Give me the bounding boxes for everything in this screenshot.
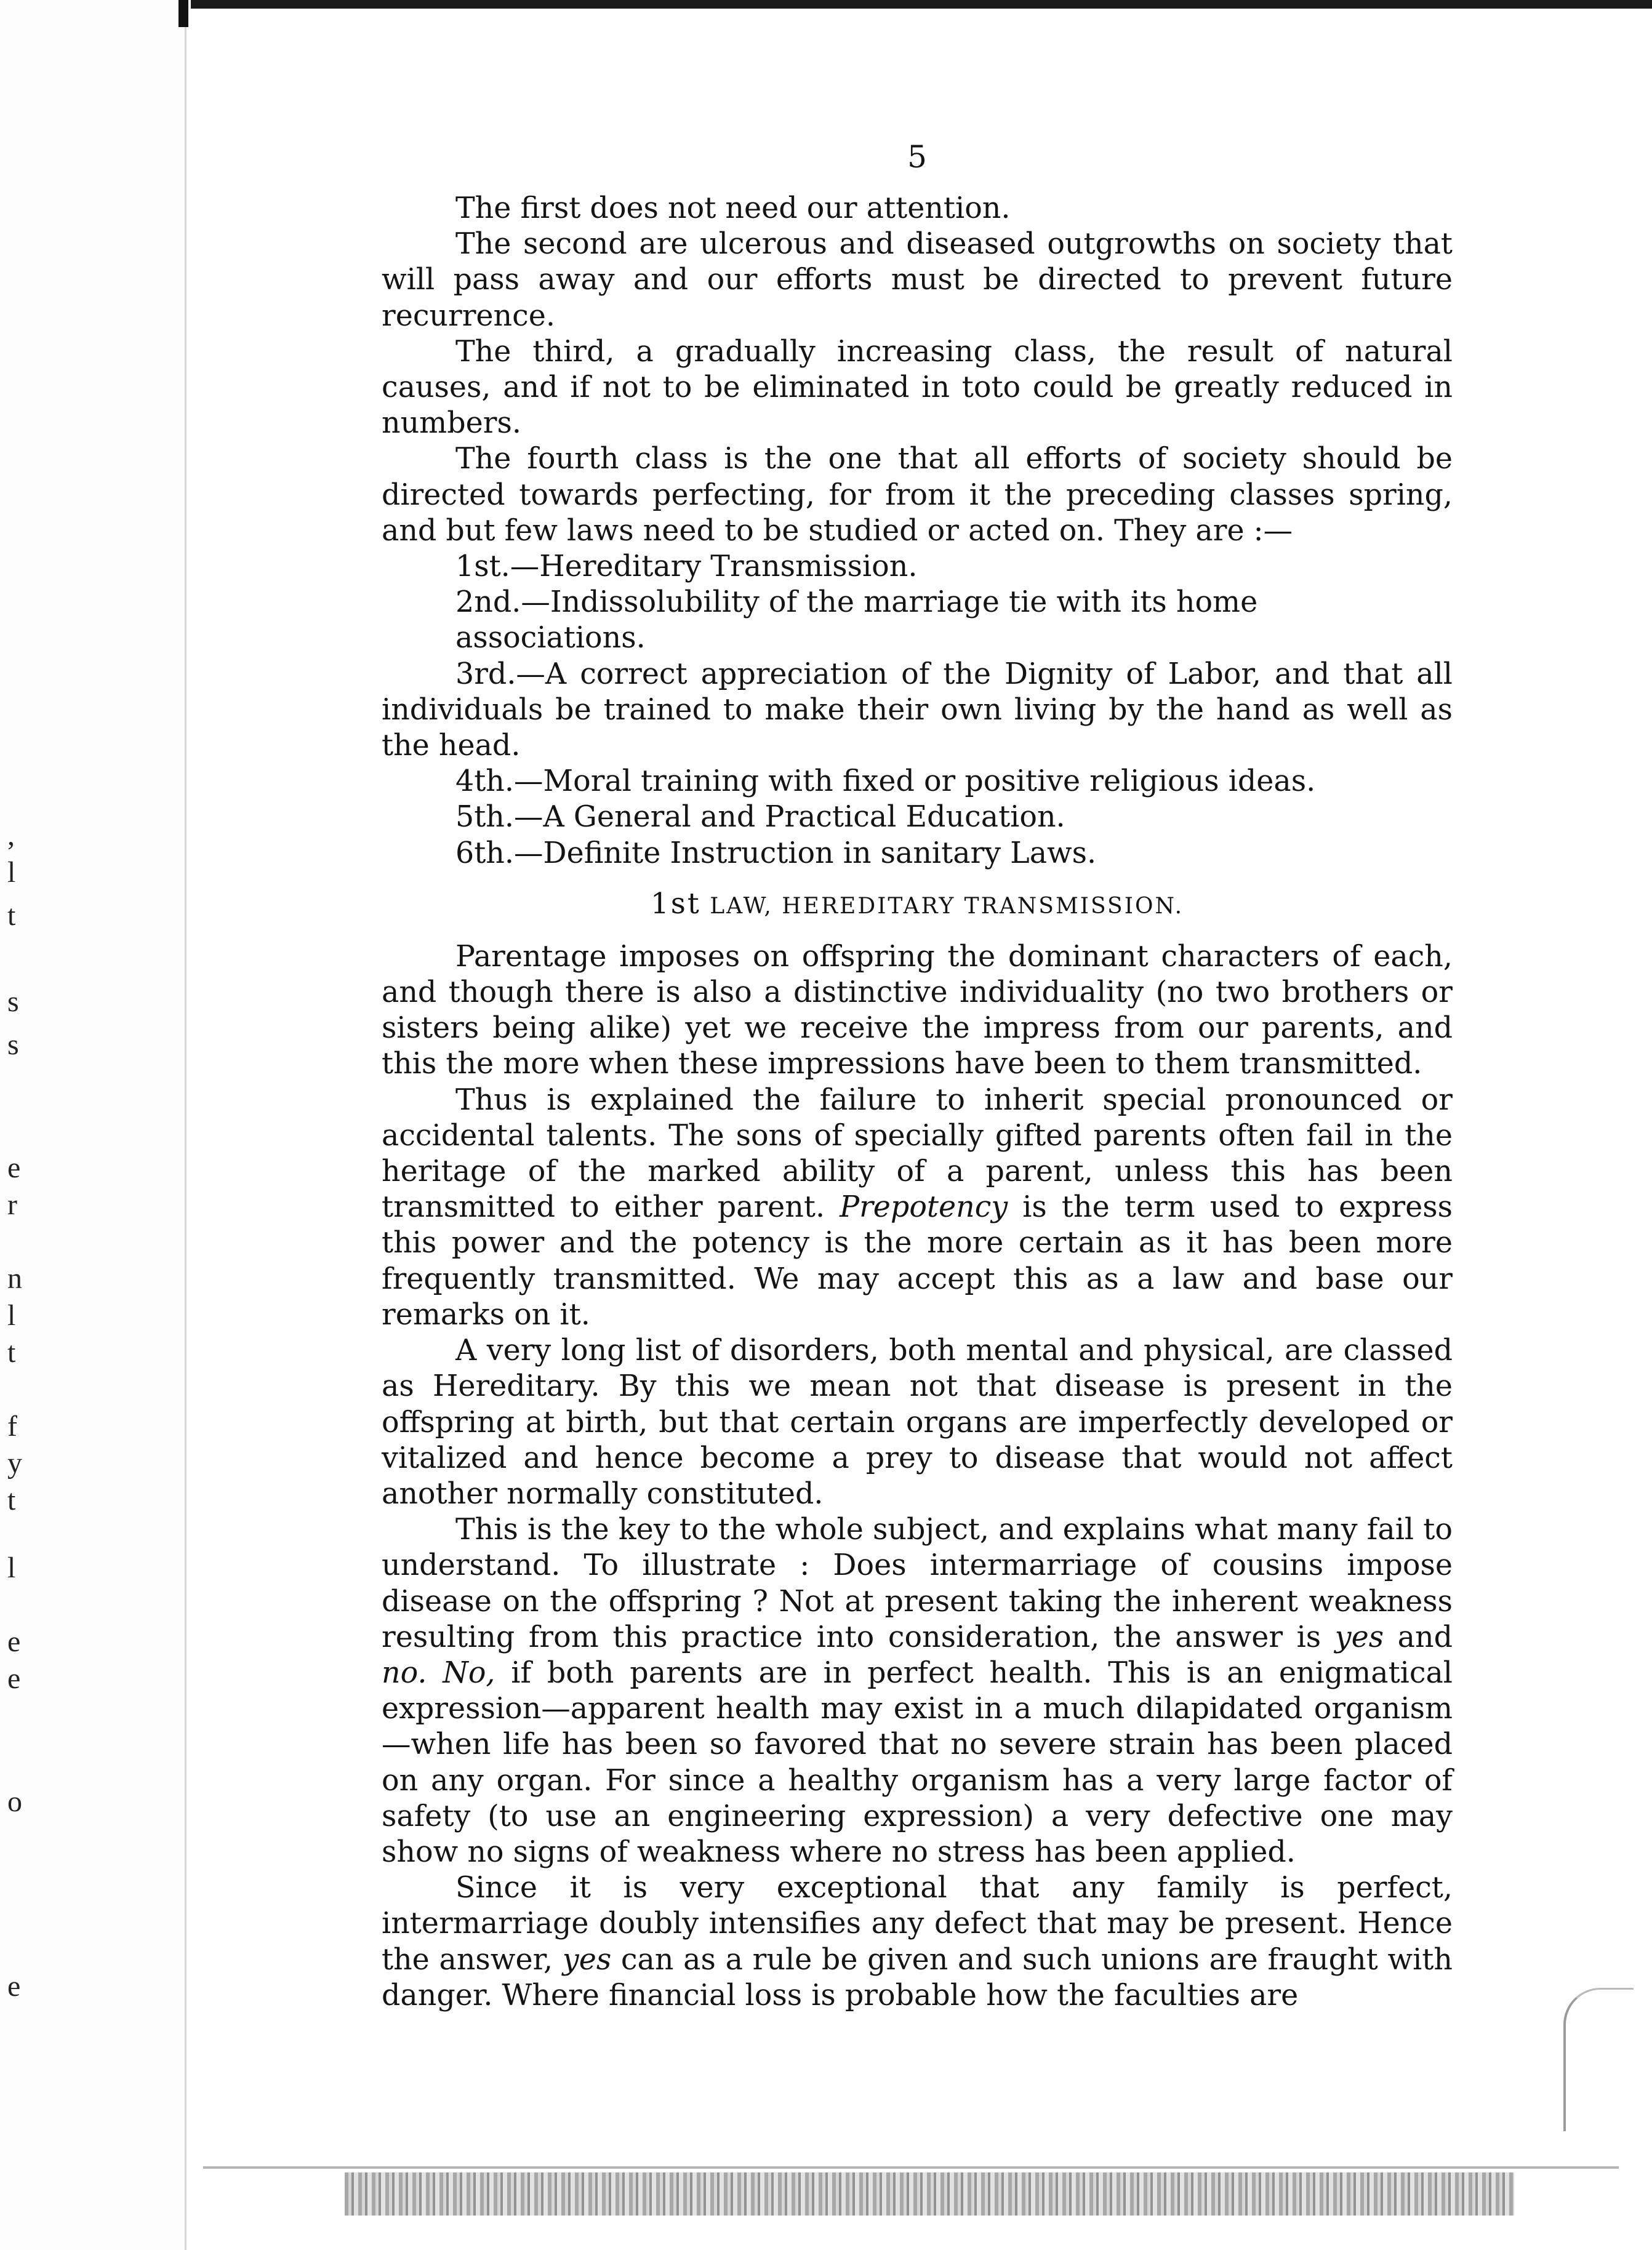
section-heading: [382, 886, 1453, 924]
word-yes: yes: [1334, 1620, 1384, 1654]
fragment: s: [7, 985, 19, 1018]
paragraph-second-class: The second are ulcerous and diseased outgrowths on society that will pass away and our efforts must be directed to prevent future recurrence.: [382, 227, 1453, 333]
paragraph-key: This is the key to the whole subject, and explains what many fail to understand. To illustrate : Does intermarriage of cousins impose disease on the offspring ? Not at present taking the inherent weakness resulting from this practice into consideration, the answer is yes and no. No, if both parents are in perfect health. This is an enigmatical expression—apparent health may exist in a much dilapidated organism—when life has been so favored that no severe strain has been placed on any organ. For since a healthy organism has a very large factor of safety (to use an engineering expression) a very defective one may show no signs of weakness where no stress has been applied.: [382, 1513, 1453, 1869]
fragment: s: [7, 1028, 19, 1061]
fragment: l: [7, 856, 16, 889]
fragment: o: [7, 1785, 22, 1818]
paragraph-disorders: A very long list of disorders, both mental and physical, are classed as Hereditary. By this we mean not that disease is present in the offspring at birth, but that certain organs are imperfectly developed or vitalized and hence become a prey to disease that would not affect another normally constituted.: [382, 1334, 1453, 1511]
binding-mark: [178, 0, 188, 27]
facing-page-edge: [0, 0, 186, 2250]
body-text: [382, 191, 1453, 2014]
paragraph-third-class: The third, a gradually increasing class, the result of natural causes, and if not to be eliminated in toto could be greatly reduced in numbers.: [382, 334, 1453, 441]
fragment: e: [7, 1970, 21, 2003]
fragment: f: [7, 1410, 17, 1443]
fragment: e: [7, 1662, 21, 1695]
fragment: t: [7, 899, 16, 932]
page-content: [382, 135, 1453, 2014]
word-no: no.: [382, 1655, 427, 1690]
page-number: 5: [907, 139, 927, 175]
term-prepotency: Prepotency: [840, 1190, 1008, 1225]
paragraph-parentage: Parentage imposes on offspring the dominant characters of each, and though there is also a distinctive individuality (no two brothers or sisters being alike) yet we receive the impress from our parents, and this the more when these impressions have been to them transmitted.: [382, 939, 1453, 1081]
law-item-4: 4th.—Moral training with fixed or positive religious ideas.: [455, 764, 1316, 799]
fragment: t: [7, 1336, 16, 1369]
law-item-1: 1st.—Hereditary Transmission.: [455, 550, 918, 584]
fragment: y: [7, 1447, 22, 1479]
top-scan-border: [191, 0, 1652, 9]
fragment: r: [7, 1188, 17, 1221]
law-item-2: 2nd.—Indissolubility of the marriage tie with its home associations.: [455, 585, 1258, 655]
section-heading-rest: LAW, HEREDITARY TRANSMISSION.: [700, 893, 1184, 919]
fragment: e: [7, 1151, 21, 1184]
word-yes-answer: yes: [562, 1942, 612, 1977]
fragment: n: [7, 1262, 22, 1295]
page-curl: [1563, 1988, 1634, 2131]
paragraph-prepotency: Thus is explained the failure to inherit special pronounced or accidental talents. The sons of specially gifted parents often fail in the heritage of the marked ability of a parent, unless this has been transmitted to either parent. Prepotency is the term used to express this power and the potency is the more certain as it has been more frequently transmitted. We may accept this as a law and base our remarks on it.: [382, 1083, 1453, 1332]
fragment: l: [7, 1299, 16, 1332]
fragment: ,: [7, 819, 15, 852]
fragment: l: [7, 1551, 16, 1584]
paragraph-first-class: The first does not need our attention.: [455, 191, 1011, 225]
law-item-3: 3rd.—A correct appreciation of the Dignity of Labor, and that all individuals be trained to make their own living by the hand as well as the head.: [382, 657, 1453, 763]
paragraph-exceptional: Since it is very exceptional that any family is perfect, intermarriage doubly intensifies any defect that may be present. Hence the answer, yes can as a rule be given and such unions are fraught with danger. Where financial loss is probable how the faculties are: [382, 1871, 1453, 2012]
law-item-6: 6th.—Definite Instruction in sanitary Laws.: [455, 836, 1097, 870]
fragment: e: [7, 1625, 21, 1658]
word-no-capital: No,: [443, 1655, 495, 1690]
fragment: t: [7, 1484, 16, 1516]
paragraph-fourth-class: The fourth class is the one that all efforts of society should be directed towards perfecting, for from it the preceding classes spring, and but few laws need to be studied or acted on. They are :—: [382, 442, 1453, 548]
facing-page-letter-fragments: [0, 0, 37, 2250]
page-bottom-shadow: [203, 2142, 1619, 2169]
law-item-5: 5th.—A General and Practical Education.: [455, 800, 1065, 835]
bottom-scan-edge: [345, 2172, 1514, 2216]
section-heading-lead: 1st: [650, 886, 701, 921]
